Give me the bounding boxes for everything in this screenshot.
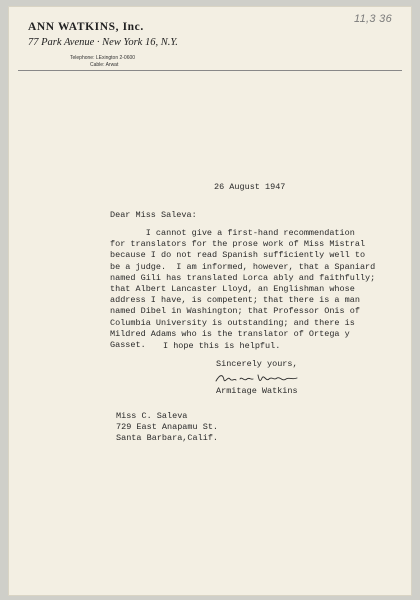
handwritten-signature — [214, 370, 300, 386]
body-line: because I do not read Spanish sufficiently well to — [110, 250, 366, 261]
archive-number: 11,3 36 — [354, 13, 392, 25]
body-line: Gasset. — [110, 340, 146, 351]
body-line: Columbia University is outstanding; and there is — [110, 317, 355, 328]
letterhead-cable: Cable: Arwat — [90, 62, 119, 68]
letterhead-address: 77 Park Avenue · New York 16, N.Y. — [28, 37, 178, 48]
salutation: Dear Miss Saleva: — [110, 210, 197, 220]
letterhead-company: ANN WATKINS, Inc. — [28, 21, 144, 33]
recipient-city: Santa Barbara,Calif. — [116, 433, 219, 444]
body-line: named Gili has translated Lorca ably and faithfully; — [110, 272, 376, 283]
body-line: that Albert Lancaster Lloyd, an Englishman whose — [110, 284, 355, 295]
closing-line: I hope this is helpful. — [163, 341, 281, 351]
body-line: for translators for the prose work of Miss Mistral — [110, 239, 366, 250]
letterhead-telephone: Telephone: LExington 2-0600 — [70, 55, 136, 61]
signoff: Sincerely yours, — [216, 359, 298, 369]
recipient-address — [116, 411, 218, 445]
body-line: I cannot give a first-hand recommendation — [110, 228, 355, 238]
letter-page — [8, 6, 412, 596]
letterhead-divider — [18, 70, 402, 71]
body-line: be a judge. I am informed, however, that a Spaniard — [110, 261, 376, 272]
recipient-street: 729 East Anapamu St. — [116, 422, 219, 433]
body-line: address I have, is competent; that there is a man — [110, 295, 360, 306]
letter-date: 26 August 1947 — [214, 182, 286, 192]
body-line: named Dibel in Washington; that Professor Onis of — [110, 306, 360, 317]
body-line: Mildred Adams who is the translator of Ortega y — [110, 328, 350, 339]
letter-body — [110, 228, 410, 351]
recipient-name: Miss C. Saleva — [116, 411, 188, 421]
signer-name: Armitage Watkins — [216, 386, 298, 396]
